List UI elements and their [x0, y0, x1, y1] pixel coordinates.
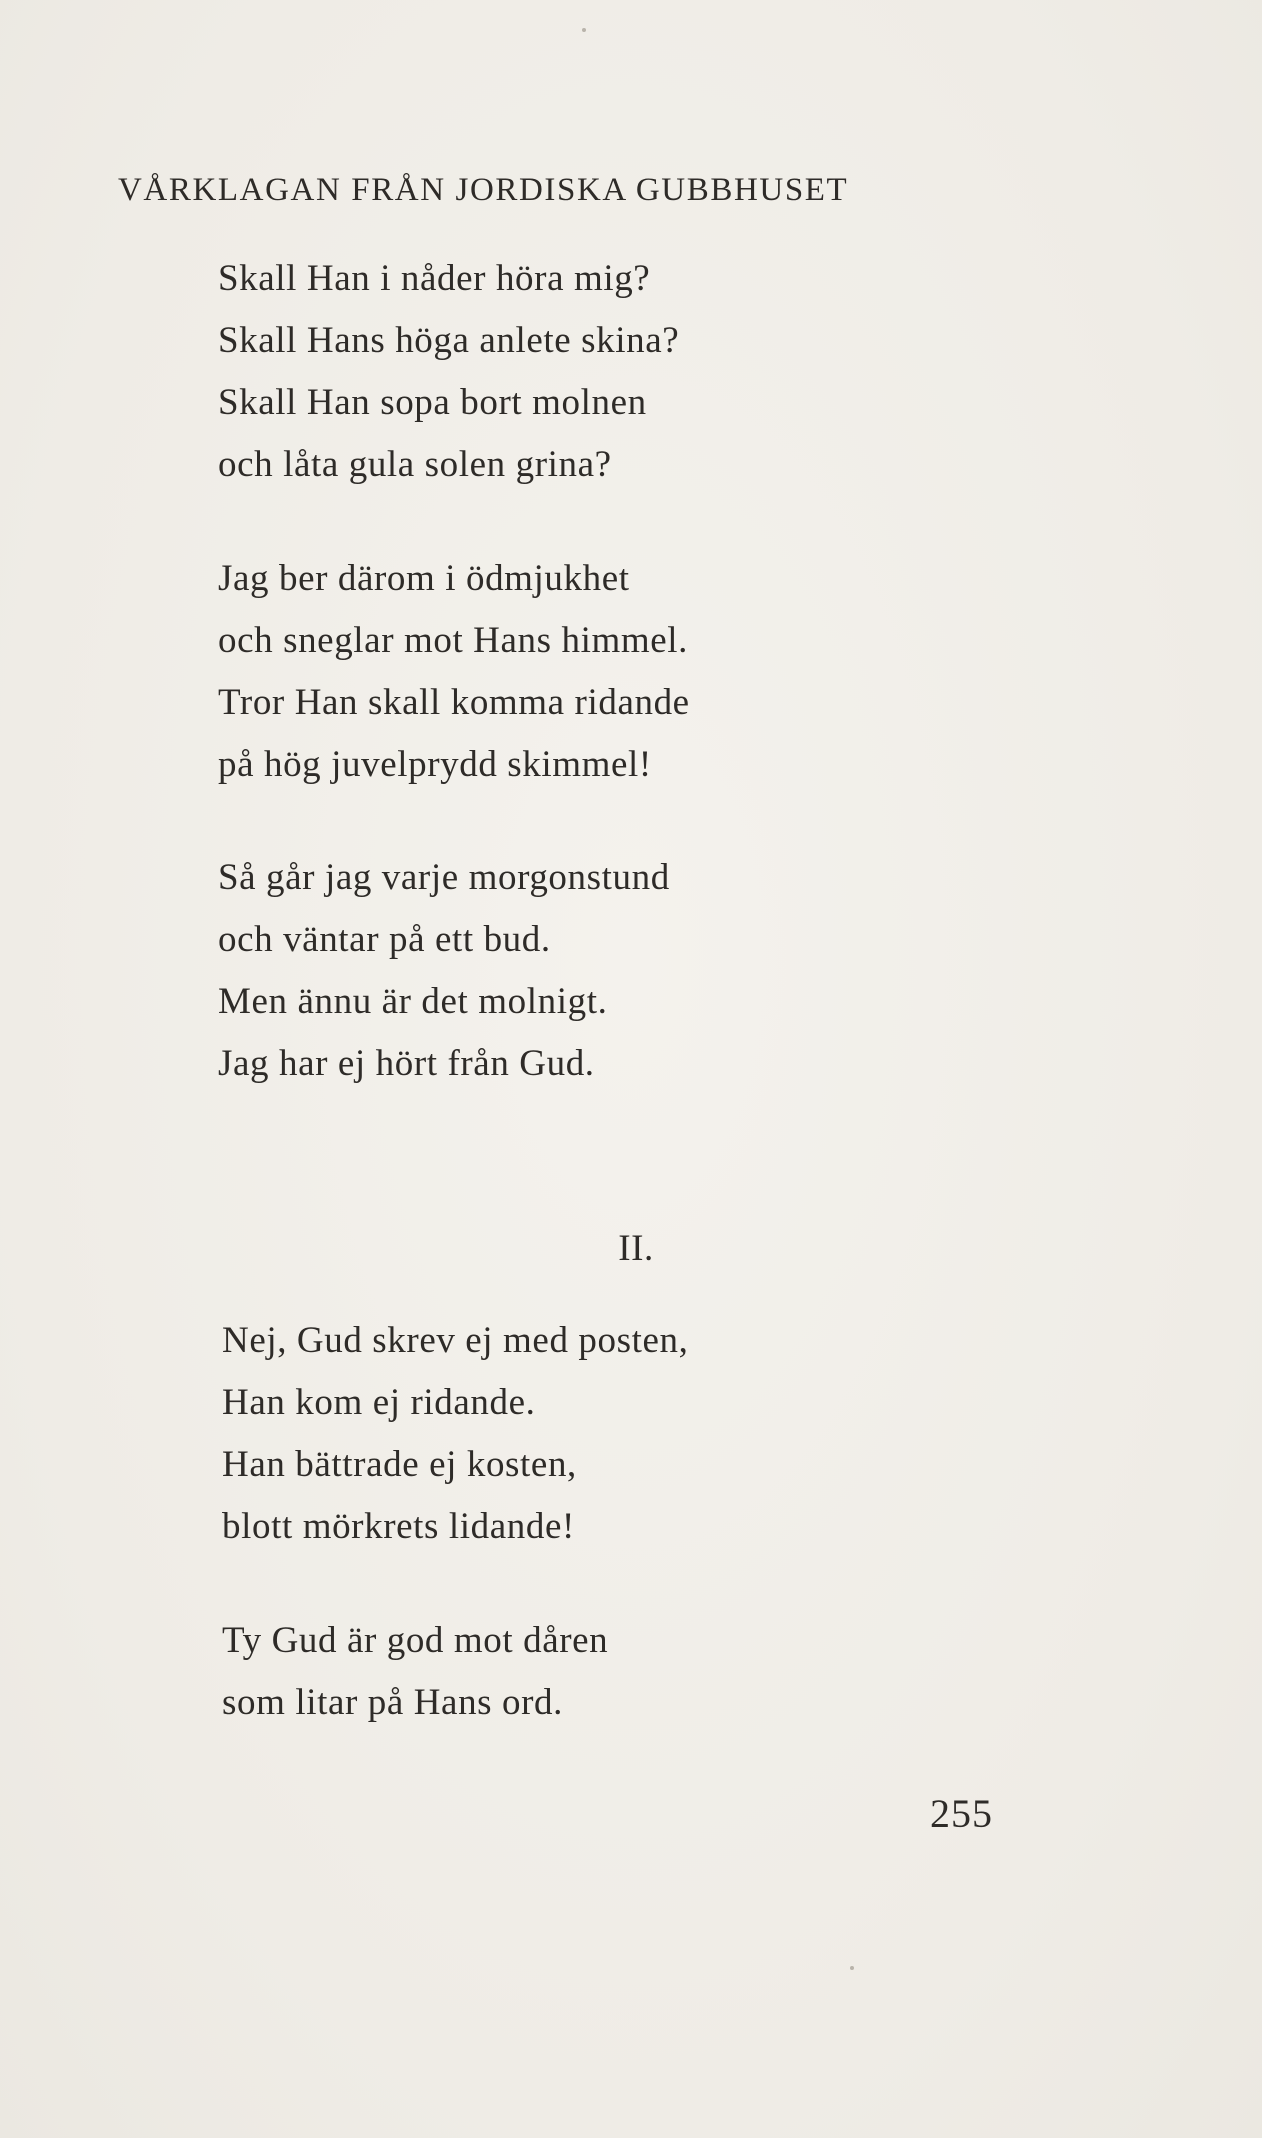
- poem-part-two: [222, 1310, 1122, 1734]
- stanza-5: [222, 1610, 1122, 1734]
- poem-line: Nej, Gud skrev ej med posten,: [222, 1320, 689, 1361]
- poem-line: Så går jag varje morgonstund: [218, 857, 670, 898]
- poem-line: Han bättrade ej kosten,: [222, 1444, 577, 1485]
- poem-line: och sneglar mot Hans himmel.: [218, 620, 688, 661]
- stanza-1: [218, 248, 1118, 496]
- poem-line: Tror Han skall komma ridande: [218, 682, 690, 723]
- stanza-2: [218, 548, 1118, 796]
- poem-line: Men ännu är det molnigt.: [218, 981, 608, 1022]
- running-head: VÅRKLAGAN FRÅN JORDISKA GUBBHUSET: [118, 172, 849, 208]
- section-number: II.: [618, 1228, 654, 1269]
- poem-part-one: [218, 248, 1118, 1095]
- poem-line: Skall Han i nåder höra mig?: [218, 258, 651, 299]
- poem-line: Ty Gud är god mot dåren: [222, 1620, 609, 1661]
- page-number: 255: [930, 1791, 993, 1836]
- poem-line: Jag har ej hört från Gud.: [218, 1043, 595, 1084]
- stanza-3: [218, 847, 1118, 1095]
- poem-line: blott mörkrets lidande!: [222, 1506, 575, 1547]
- paper-speck: [850, 1966, 854, 1970]
- paper-speck: [582, 28, 586, 32]
- poem-line: och låta gula solen grina?: [218, 444, 612, 485]
- poem-line: Skall Hans höga anlete skina?: [218, 320, 680, 361]
- stanza-4: [222, 1310, 1122, 1558]
- poem-line: Han kom ej ridande.: [222, 1382, 536, 1423]
- poem-line: på hög juvelprydd skimmel!: [218, 744, 652, 785]
- poem-line: Jag ber därom i ödmjukhet: [218, 558, 630, 599]
- poem-line: Skall Han sopa bort molnen: [218, 382, 647, 423]
- poem-line: som litar på Hans ord.: [222, 1682, 563, 1723]
- poem-line: och väntar på ett bud.: [218, 919, 551, 960]
